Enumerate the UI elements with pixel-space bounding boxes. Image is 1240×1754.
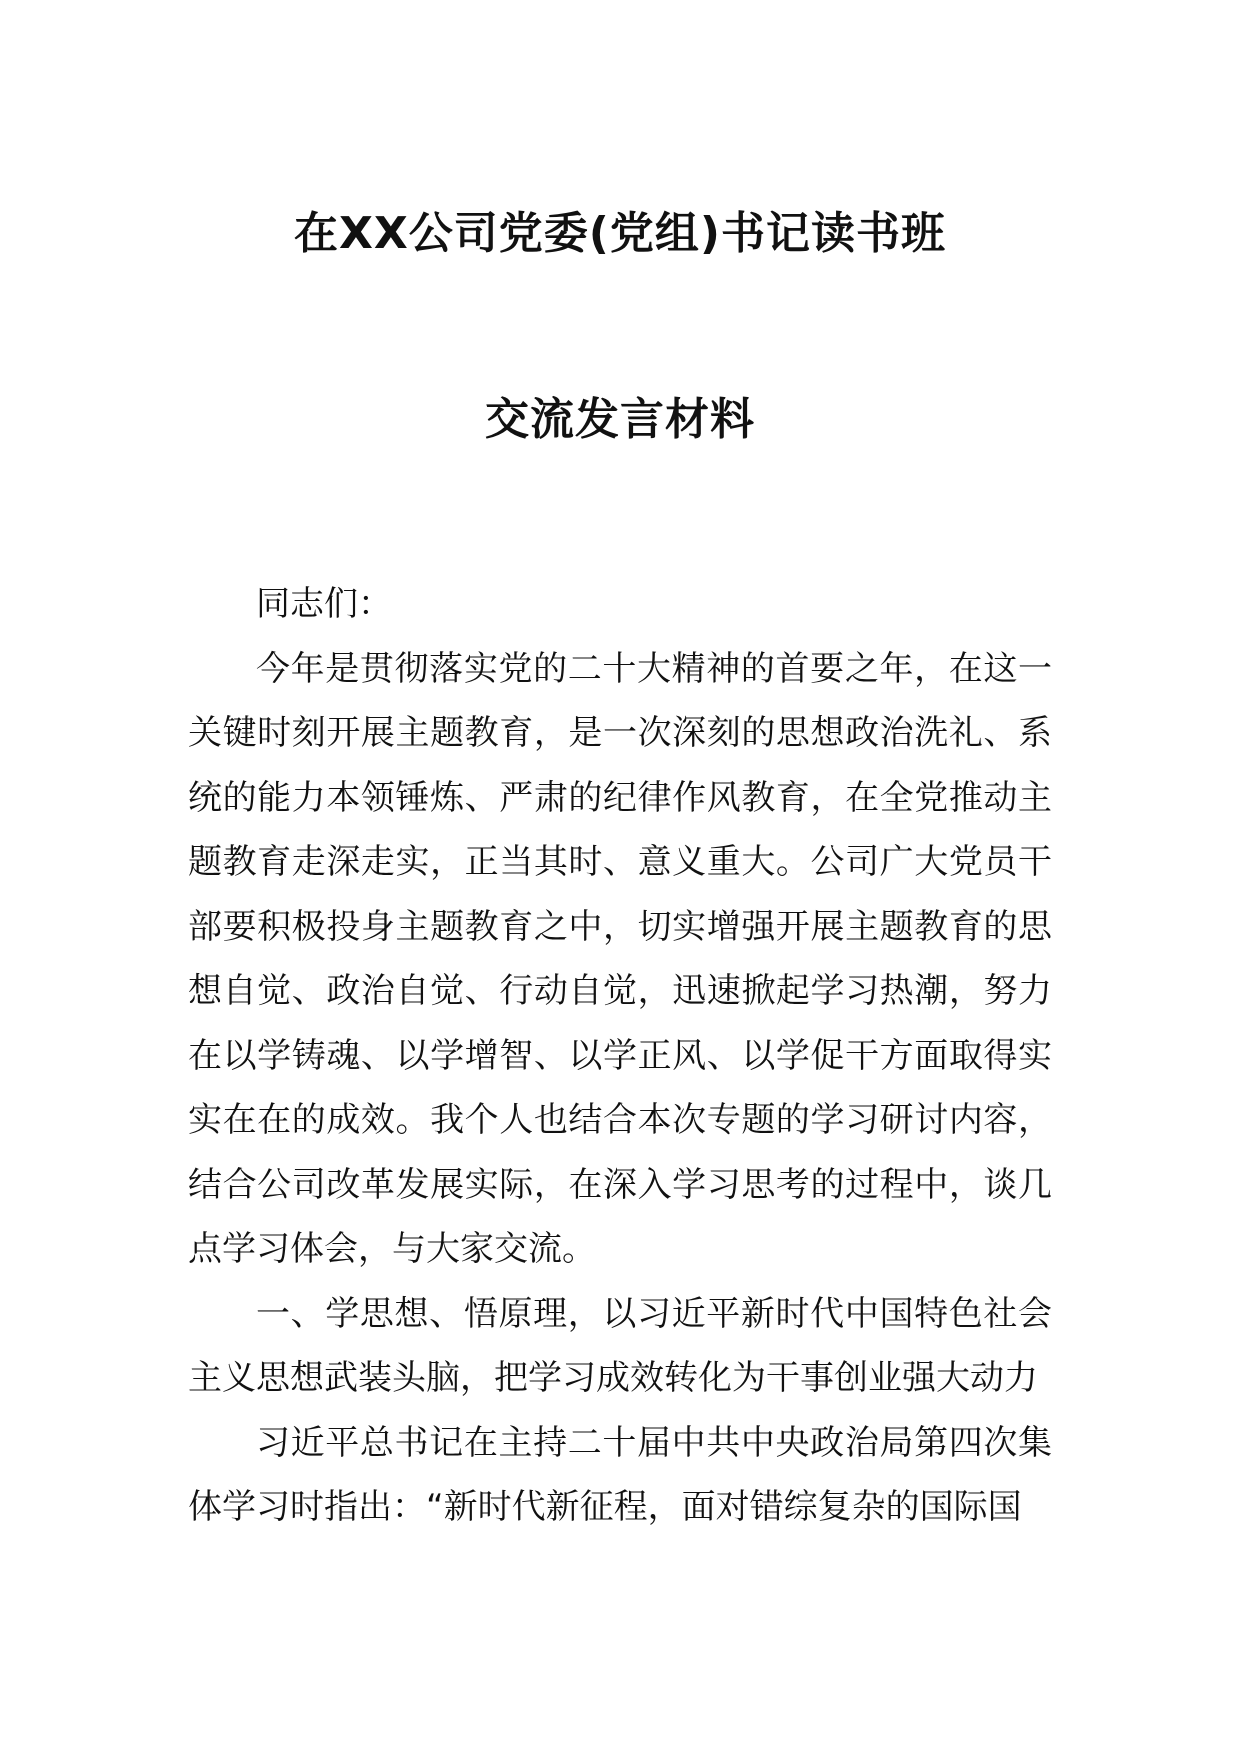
paragraph-section-1: 习近平总书记在主持二十届中共中央政治局第四次集体学习时指出：“新时代新征程，面对错综复杂的国际国 bbox=[188, 1422, 1052, 1527]
document-title-line2: 交流发言材料 bbox=[485, 394, 755, 445]
salutation: 同志们： bbox=[256, 584, 392, 624]
document-body bbox=[188, 572, 1052, 1540]
document-title-line1: 在XX公司党委(党组)书记读书班 bbox=[293, 208, 947, 259]
section-heading-1: 一、学思想、悟原理，以习近平新时代中国特色社会主义思想武装头脑，把学习成效转化为干事创业强大动力 bbox=[188, 1293, 1052, 1398]
paragraph-intro: 今年是贯彻落实党的二十大精神的首要之年，在这一关键时刻开展主题教育，是一次深刻的思想政治洗礼、系统的能力本领锤炼、严肃的纪律作风教育，在全党推动主题教育走深走实，正当其时、意义重大。公司广大党员干部要积极投身主题教育之中，切实增强开展主题教育的思想自觉、政治自觉、行动自觉，迅速掀起学习热潮，努力在以学铸魂、以学增智、以学正风、以学促干方面取得实实在在的成效。我个人也结合本次专题的学习研讨内容，结合公司改革发展实际，在深入学习思考的过程中，谈几点学习体会，与大家交流。 bbox=[188, 648, 1052, 1269]
